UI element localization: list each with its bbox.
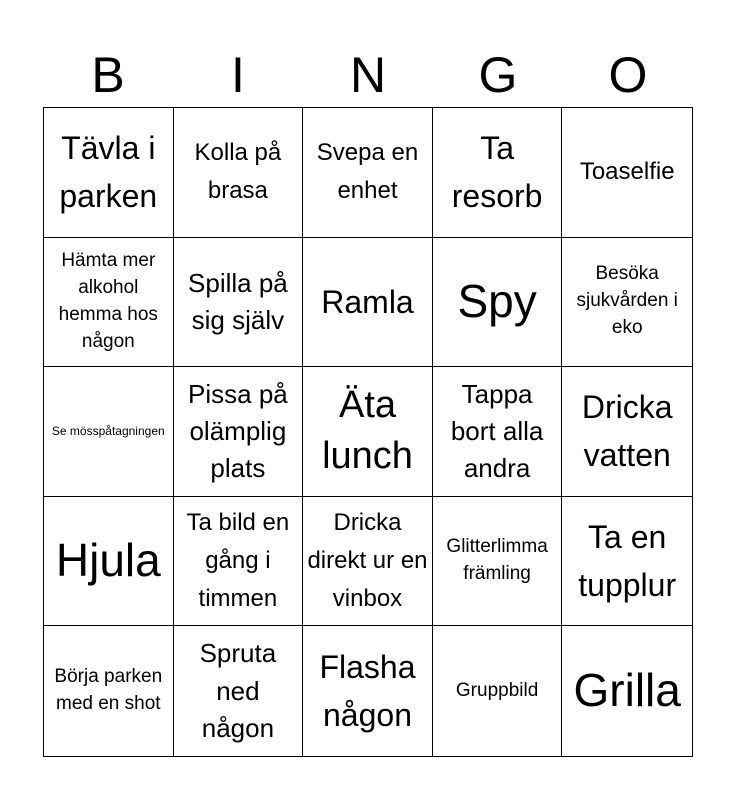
- bingo-cell[interactable]: Besöka sjukvården i eko: [562, 238, 692, 368]
- bingo-cell[interactable]: Ta resorb: [433, 108, 563, 238]
- bingo-cell[interactable]: Dricka direkt ur en vinbox: [303, 497, 433, 627]
- bingo-cell[interactable]: Glitterlimma främling: [433, 497, 563, 627]
- header-letter-g: G: [478, 47, 518, 103]
- bingo-cell[interactable]: Hjula: [44, 497, 174, 627]
- bingo-cell[interactable]: Svepa en enhet: [303, 108, 433, 238]
- bingo-cell[interactable]: Ta en tupplur: [562, 497, 692, 627]
- bingo-cell[interactable]: Ta bild en gång i timmen: [174, 497, 304, 627]
- bingo-cell[interactable]: Kolla på brasa: [174, 108, 304, 238]
- bingo-header: [43, 42, 693, 108]
- bingo-cell[interactable]: Ramla: [303, 238, 433, 368]
- bingo-cell[interactable]: Börja parken med en shot: [44, 626, 174, 756]
- bingo-grid: [43, 107, 693, 757]
- bingo-cell[interactable]: Se mösspåtagningen: [44, 367, 174, 497]
- header-letter-b: B: [91, 47, 125, 103]
- bingo-cell[interactable]: Flasha någon: [303, 626, 433, 756]
- bingo-cell[interactable]: Tappa bort alla andra: [433, 367, 563, 497]
- bingo-cell[interactable]: Pissa på olämplig plats: [174, 367, 304, 497]
- header-letter-o: O: [608, 47, 648, 103]
- bingo-cell[interactable]: Hämta mer alkohol hemma hos någon: [44, 238, 174, 368]
- bingo-cell[interactable]: Dricka vatten: [562, 367, 692, 497]
- bingo-cell[interactable]: Tävla i parken: [44, 108, 174, 238]
- bingo-cell[interactable]: Äta lunch: [303, 367, 433, 497]
- bingo-cell[interactable]: Gruppbild: [433, 626, 563, 756]
- bingo-cell[interactable]: Spruta ned någon: [174, 626, 304, 756]
- bingo-cell[interactable]: Grilla: [573, 664, 681, 717]
- bingo-cell[interactable]: Toaselfie: [562, 108, 692, 238]
- bingo-cell[interactable]: Spy: [433, 238, 563, 368]
- header-letter-n: N: [349, 47, 387, 103]
- header-letter-i: I: [231, 47, 245, 103]
- bingo-cell[interactable]: Spilla på sig själv: [174, 238, 304, 368]
